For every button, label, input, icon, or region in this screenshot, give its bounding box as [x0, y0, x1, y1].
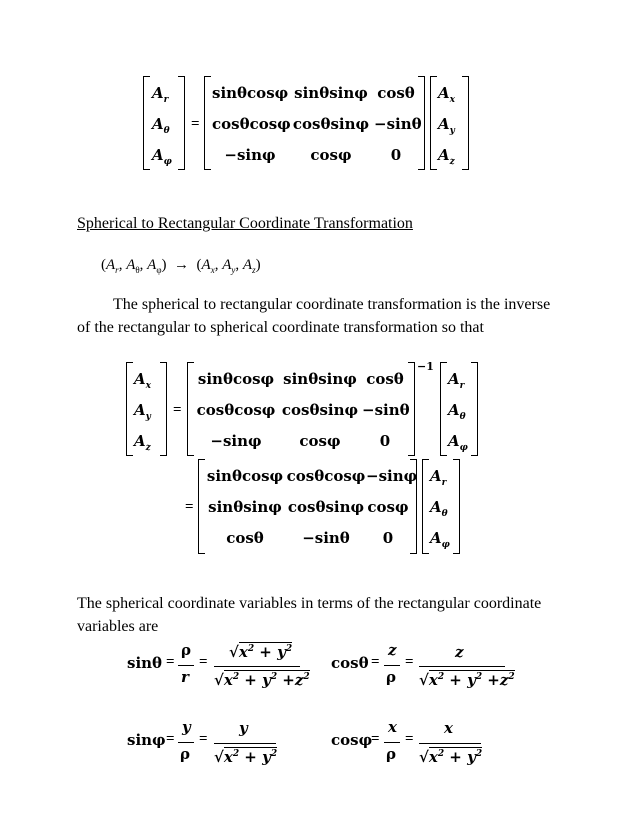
matrix-cell: −sinφ	[224, 146, 276, 164]
matrix-cell: cosφ	[299, 432, 341, 450]
equals-sign: =	[166, 731, 175, 747]
equals-sign: =	[199, 731, 208, 747]
vector-entry: $A_y$	[438, 115, 455, 136]
matrix-cell: −sinθ	[374, 115, 422, 133]
fraction-denominator: ρ	[180, 745, 190, 763]
fraction-denominator: ρ	[386, 745, 396, 763]
matrix-cell: 0	[382, 529, 394, 547]
formula-lhs: cosφ	[331, 731, 373, 749]
sqrt-expression: $√x^2 + y^2$	[419, 748, 483, 766]
left-bracket	[187, 362, 194, 456]
equals-sign: =	[371, 731, 380, 747]
vector-entry: $A_\varphi$	[430, 529, 450, 550]
paragraph-line: of the rectangular to spherical coordinate transformation so that	[77, 319, 484, 336]
matrix-cell: sinθcosφ	[212, 84, 289, 102]
fraction-numerator: x	[388, 718, 397, 736]
matrix-cell: sinθsinφ	[283, 370, 357, 388]
formula-lhs: sinθ	[127, 654, 163, 672]
right-bracket	[453, 459, 460, 554]
paragraph-line: variables are	[77, 618, 159, 635]
vector-entry: $A_r$	[430, 467, 447, 488]
fraction-numerator: x	[444, 719, 453, 737]
fraction-numerator: ρ	[181, 641, 191, 659]
matrix-cell: cosθsinφ	[292, 115, 370, 133]
inverse-exponent: −1	[417, 360, 434, 373]
matrix-cell: cosθcosφ	[196, 401, 276, 419]
section-heading: Spherical to Rectangular Coordinate Transformation	[77, 215, 413, 232]
matrix-cell: cosθsinφ	[281, 401, 359, 419]
vector-entry: $A_\theta$	[152, 115, 170, 136]
left-bracket	[422, 459, 429, 554]
matrix-cell: −sinθ	[302, 529, 350, 547]
fraction-bar	[419, 743, 481, 744]
equals-sign: =	[371, 654, 380, 670]
matrix-cell: 0	[390, 146, 402, 164]
fraction-numerator: y	[182, 718, 191, 736]
matrix-cell: sinθsinφ	[294, 84, 368, 102]
paragraph-line: The spherical to rectangular coordinate transformation is the inverse	[113, 296, 551, 313]
matrix-cell: sinθcosφ	[206, 467, 284, 485]
matrix-cell: 0	[379, 432, 391, 450]
matrix-cell: sinθsinφ	[208, 498, 282, 516]
matrix-cell: −sinφ	[210, 432, 262, 450]
matrix-cell: cosφ	[310, 146, 352, 164]
fraction-bar	[419, 666, 505, 667]
fraction-bar	[384, 742, 400, 743]
equals-sign: =	[173, 402, 182, 418]
fraction-denominator: ρ	[386, 668, 396, 686]
fraction-bar	[178, 665, 194, 666]
matrix-cell: −sinφ	[366, 467, 418, 485]
right-bracket	[178, 76, 185, 170]
right-bracket	[160, 362, 167, 456]
left-bracket	[198, 459, 205, 554]
fraction-numerator: z	[455, 643, 464, 661]
vector-entry: $A_\theta$	[448, 401, 466, 422]
vector-entry: $A_y$	[134, 401, 151, 422]
equals-sign: =	[166, 654, 175, 670]
paragraph-line: The spherical coordinate variables in terms of the rectangular coordinate	[77, 595, 542, 612]
formula-lhs: cosθ	[331, 654, 369, 672]
left-bracket	[143, 76, 150, 170]
matrix-cell: sinθcosφ	[197, 370, 275, 388]
vector-entry: $A_z$	[134, 432, 151, 453]
fraction-bar	[384, 665, 400, 666]
formula-lhs: sinφ	[127, 731, 166, 749]
left-bracket	[126, 362, 133, 456]
equals-sign: =	[199, 654, 208, 670]
right-bracket	[471, 362, 478, 456]
equals-sign: =	[405, 654, 414, 670]
matrix-cell: cosθ	[226, 529, 264, 547]
equals-sign: =	[185, 499, 194, 515]
mapping-expression: ($A_r$, $A_\theta$, $A_\varphi) \to (A_x$, $A_y$, $A_z$)	[101, 257, 261, 275]
fraction-bar	[178, 742, 194, 743]
matrix-cell: −sinθ	[362, 401, 410, 419]
vector-entry: $A_z$	[438, 146, 455, 167]
vector-entry: $A_x$	[438, 84, 456, 105]
sqrt-expression: $√x^2 + y^2 +z^2$	[214, 671, 310, 689]
right-bracket	[462, 76, 469, 170]
fraction-denominator: r	[181, 668, 189, 686]
matrix-cell: cosθcosφ	[212, 115, 291, 133]
vector-entry: $A_\varphi$	[448, 432, 468, 453]
matrix-cell: cosθ	[366, 370, 404, 388]
sqrt-expression: $√x^2 + y^2$	[214, 748, 278, 766]
vector-entry: $A_\varphi$	[152, 146, 172, 167]
vector-entry: $A_x$	[134, 370, 152, 391]
fraction-numerator: y	[239, 719, 248, 737]
sqrt-expression: $√x^2 + y^2$	[229, 643, 293, 661]
left-bracket	[440, 362, 447, 456]
equals-sign: =	[405, 731, 414, 747]
vector-entry: $A_r$	[448, 370, 465, 391]
sqrt-expression: $√x^2 + y^2 +z^2$	[419, 671, 515, 689]
fraction-bar	[214, 666, 300, 667]
vector-entry: $A_r$	[152, 84, 169, 105]
matrix-cell: cosφ	[367, 498, 409, 516]
fraction-numerator: z	[388, 641, 397, 659]
left-bracket	[204, 76, 211, 170]
fraction-bar	[214, 743, 276, 744]
matrix-cell: cosθcosφ	[286, 467, 366, 485]
left-bracket	[430, 76, 437, 170]
equals-sign: =	[191, 116, 200, 132]
matrix-cell: cosθsinφ	[287, 498, 365, 516]
matrix-cell: cosθ	[377, 84, 415, 102]
vector-entry: $A_\theta$	[430, 498, 448, 519]
